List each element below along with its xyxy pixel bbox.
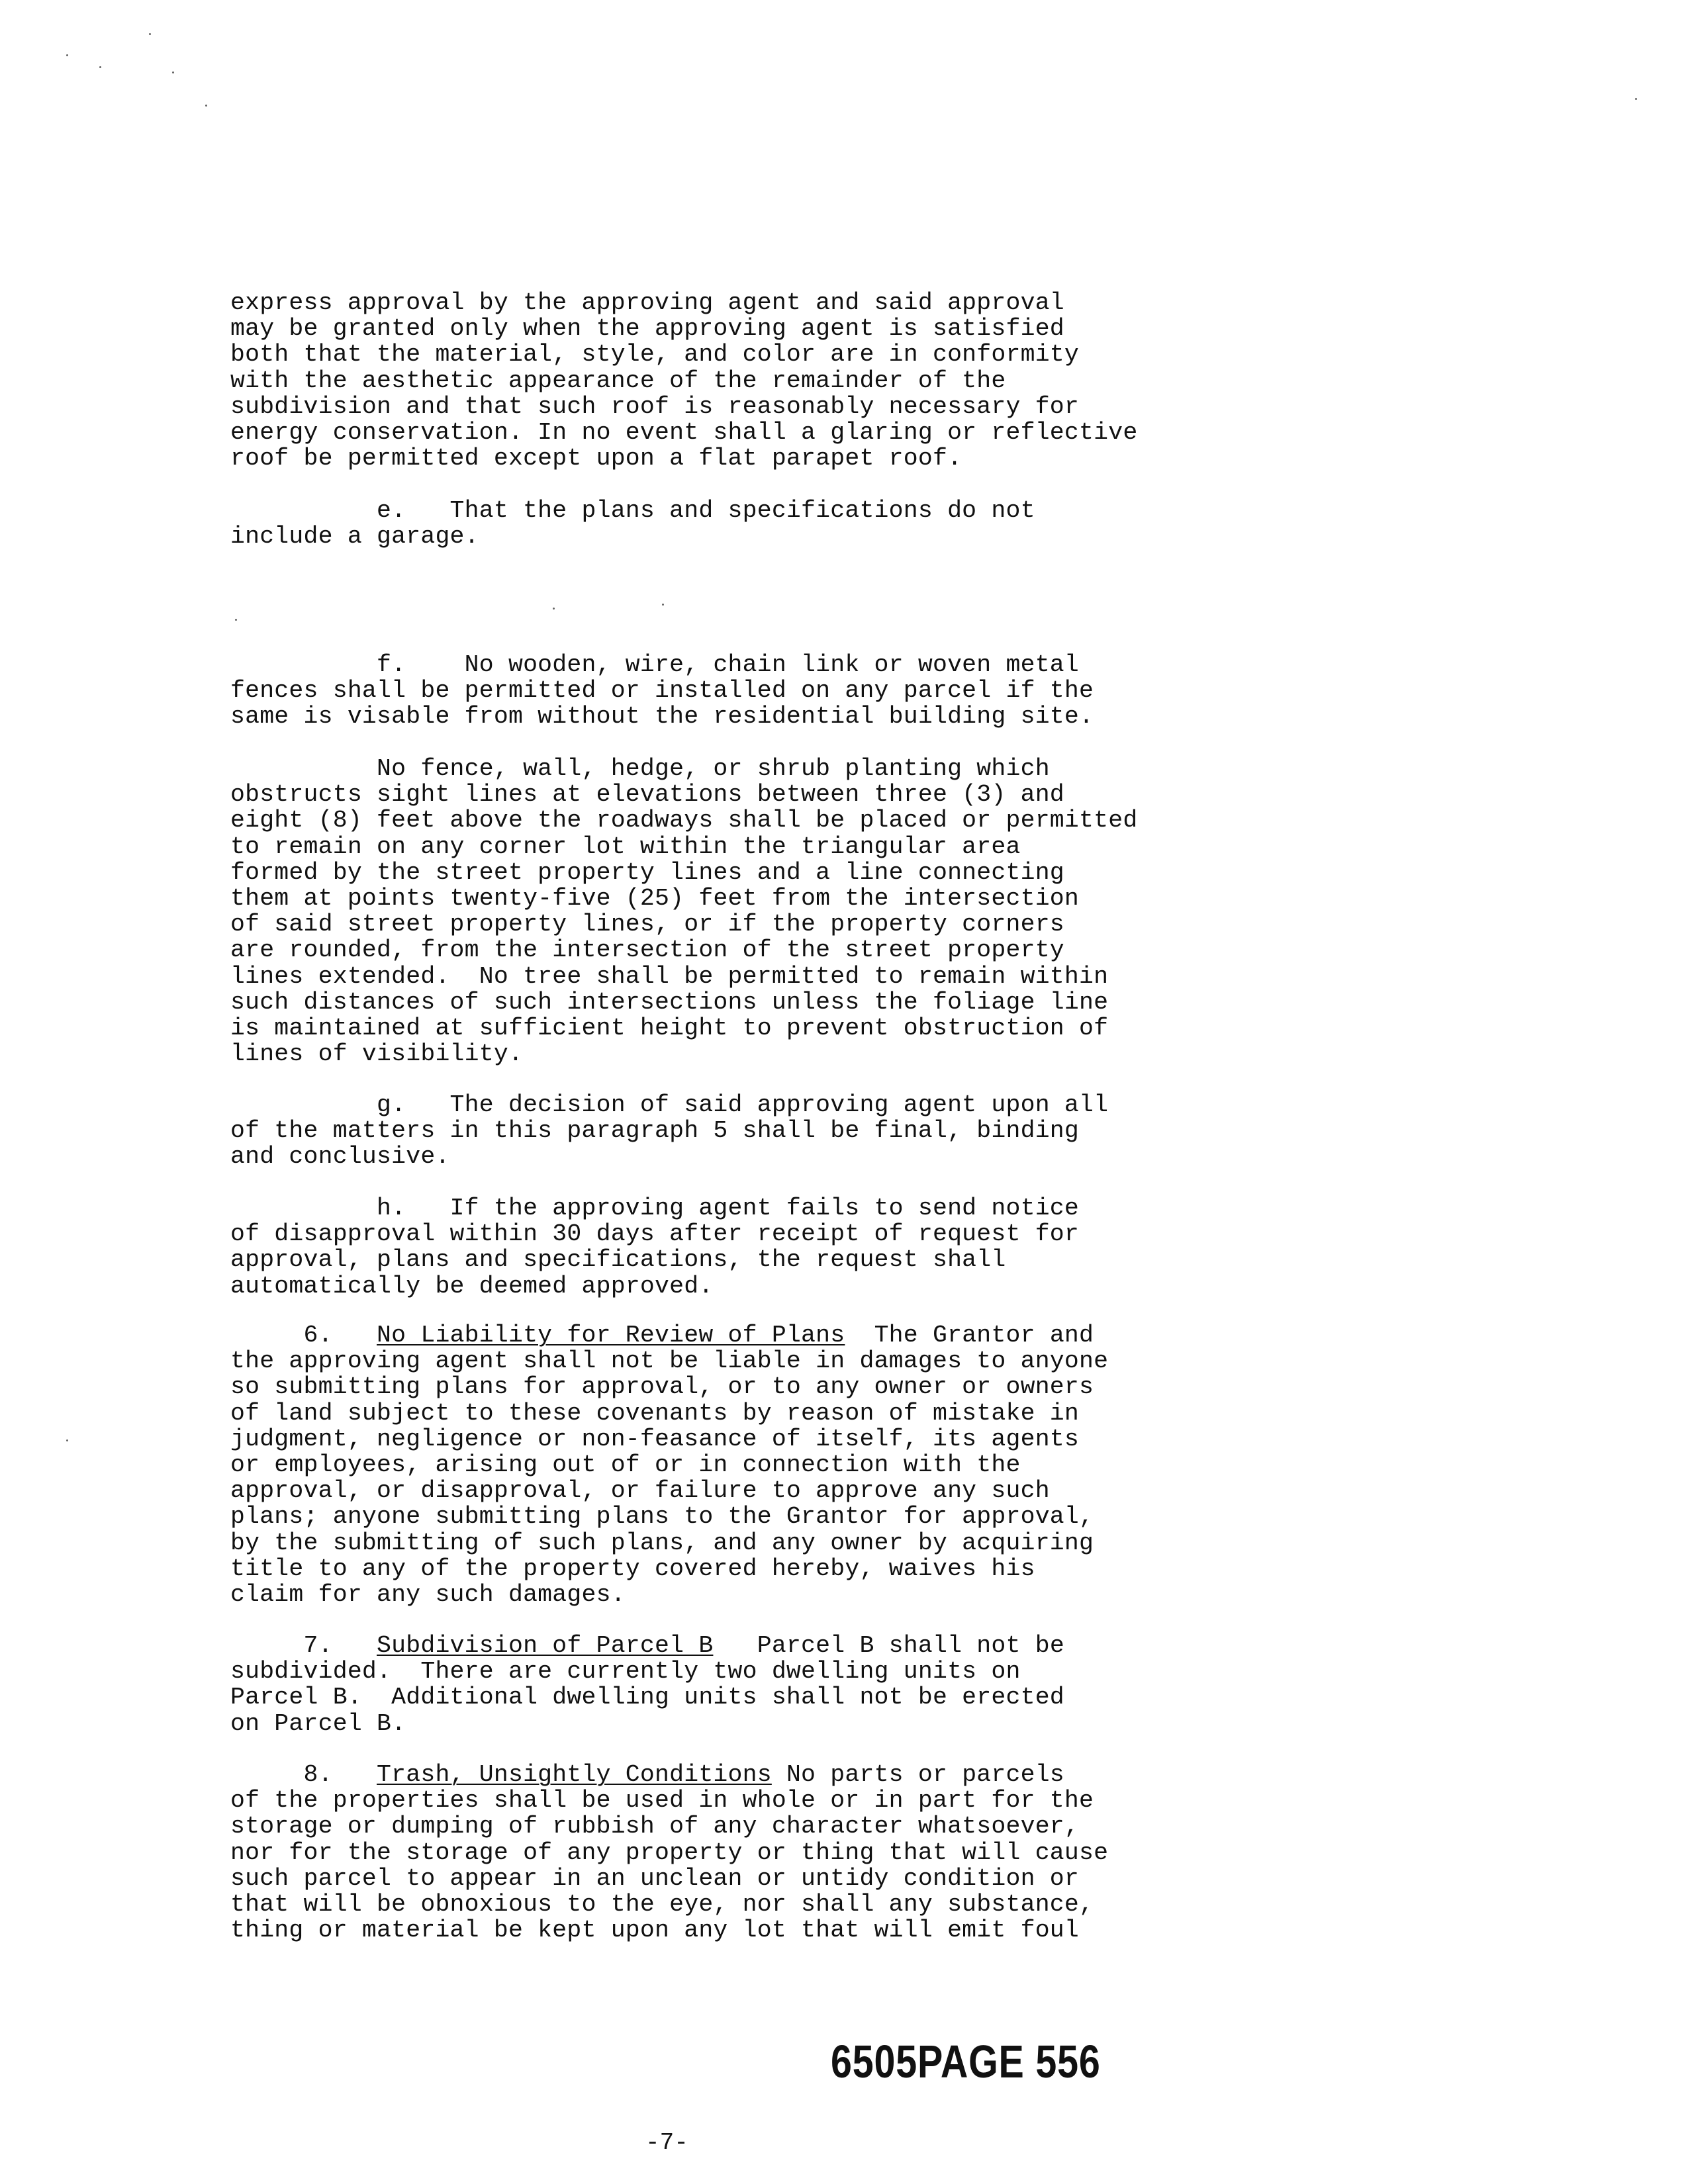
- section-8-body: No parts or parcels of the properties shall be used in whole or in part for the storage or dumping of rubbish of any character whatsoever, nor for the storage of any property or thing that will cause such parcel to appear in an unclean or untidy condition or that will be obnoxious to the eye, nor shall any substance, thing or material be kept upon any lot that will emit foul: [230, 1761, 1109, 1944]
- paragraph-5e: e. That the plans and specifications do not include a garage.: [230, 497, 1035, 551]
- section-8-heading: Trash, Unsightly Conditions: [377, 1761, 772, 1788]
- section-7-number: 7.: [230, 1632, 377, 1659]
- scan-speck: [1635, 98, 1637, 100]
- paragraph-5d-continued: express approval by the approving agent and said approval may be granted only when the approving agent is satisfied both that the material, style, and color are in conformity with the aesthetic appearance of the remainder of the subdivision and that such roof is reasonably necessary for energy conservation. In no event shall a glaring or reflective roof be permitted except upon a flat parapet roof.: [230, 289, 1138, 473]
- section-7-subdivision: [230, 1633, 1184, 1737]
- section-8-trash: [230, 1762, 1184, 1943]
- scan-speck: [66, 1439, 68, 1441]
- scan-speck: [553, 608, 555, 610]
- scan-speck: [66, 54, 68, 56]
- scan-speck: [172, 71, 174, 73]
- section-6-number: 6.: [230, 1322, 377, 1349]
- section-7-body: Parcel B shall not be subdivided. There are currently two dwelling units on Parcel B. Additional dwelling units shall not be erected on Parcel B.: [230, 1632, 1064, 1737]
- paragraph-5f: f. No wooden, wire, chain link or woven metal fences shall be permitted or installed on any parcel if the same is visable from without the residential building site.: [230, 651, 1094, 731]
- paragraph-fence-restrictions: No fence, wall, hedge, or shrub planting which obstructs sight lines at elevations between three (3) and eight (8) feet above the roadways shall be placed or permitted to remain on any corner lot within the triangular area formed by the street property lines and a line connecting them at points twenty-five (25) feet from the intersection of said street property lines, or if the property corners are rounded, from the intersection of the street property lines extended. No tree shall be permitted to remain within such distances of such intersections unless the foliage line is maintained at sufficient height to prevent obstruction of lines of visibility.: [230, 755, 1138, 1068]
- paragraph-5g: g. The decision of said approving agent upon all of the matters in this paragraph 5 shall be final, binding and conclusive.: [230, 1091, 1109, 1171]
- section-6-heading: No Liability for Review of Plans: [377, 1322, 845, 1349]
- scan-speck: [235, 619, 237, 621]
- section-8-number: 8.: [230, 1761, 377, 1788]
- section-6-no-liability: [230, 1322, 1184, 1608]
- section-6-body: The Grantor and the approving agent shall not be liable in damages to anyone so submitting plans for approval, or to any owner or owners of land subject to these covenants by reason of mistake in judgment, negligence or non-feasance of itself, its agents or employees, arising out of or in connection with the approval, or disapproval, or failure to approve any such plans; anyone submitting plans to the Grantor for approval, by the submitting of such plans, and any owner by acquiring title to any of the property covered hereby, waives his claim for any such damages.: [230, 1322, 1109, 1609]
- scan-speck: [205, 105, 207, 107]
- section-7-heading: Subdivision of Parcel B: [377, 1632, 714, 1659]
- scan-speck: [662, 604, 664, 606]
- page-number: -7-: [645, 2129, 688, 2156]
- book-page-stamp: 6505PAGE 556: [831, 2036, 1101, 2087]
- scan-speck: [99, 66, 101, 68]
- paragraph-5h: h. If the approving agent fails to send notice of disapproval within 30 days after receipt of request for approval, plans and specifications, the request shall automatically be deemed approved.: [230, 1195, 1080, 1300]
- scan-speck: [149, 33, 151, 35]
